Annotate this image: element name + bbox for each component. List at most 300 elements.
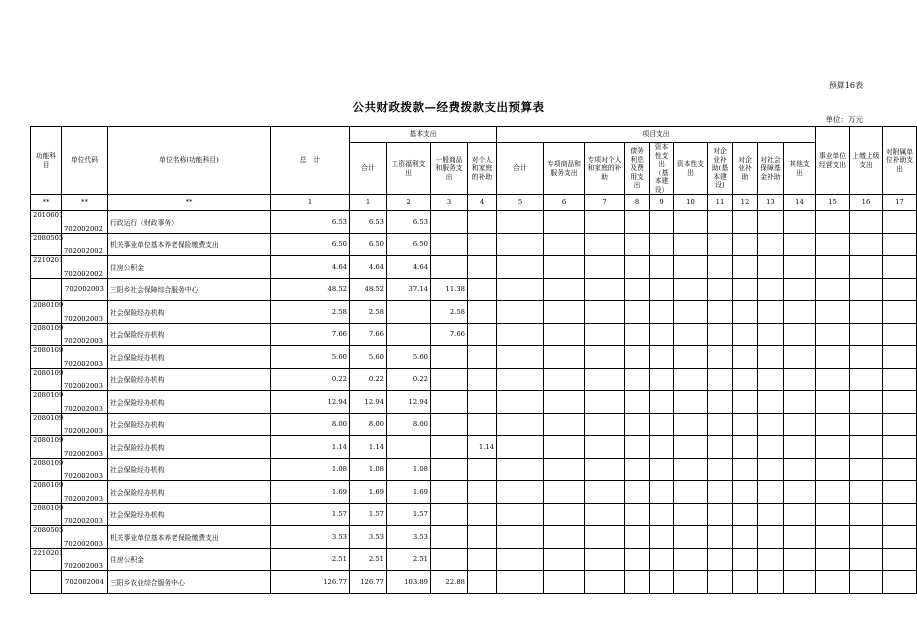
empty-cell <box>674 323 708 346</box>
func-code-cell: 2080505 <box>31 233 62 256</box>
empty-cell <box>816 413 850 436</box>
empty-cell <box>650 548 674 571</box>
basic-total-cell: 1.57 <box>350 503 387 526</box>
basic-total-cell: 8.00 <box>350 413 387 436</box>
table-row <box>31 413 917 436</box>
table-row <box>31 256 917 279</box>
empty-cell <box>650 323 674 346</box>
empty-cell <box>850 548 883 571</box>
total-cell: 5.60 <box>271 346 350 369</box>
empty-cell <box>497 301 544 324</box>
empty-cell <box>850 391 883 414</box>
col-number: 9 <box>650 195 674 211</box>
basic-total-cell: 6.50 <box>350 233 387 256</box>
unit-name-cell: 三阳乡社会保障综合服务中心 <box>108 278 271 301</box>
empty-cell <box>816 571 850 594</box>
empty-cell <box>850 323 883 346</box>
empty-cell <box>816 503 850 526</box>
empty-cell <box>883 211 917 234</box>
empty-cell <box>850 571 883 594</box>
func-code-cell: 2080109 <box>31 391 62 414</box>
empty-cell <box>544 481 585 504</box>
header-project-col: 专项对个人和家庭的补助 <box>585 143 625 195</box>
total-cell: 6.53 <box>271 211 350 234</box>
empty-cell <box>758 301 784 324</box>
table-row <box>31 323 917 346</box>
unit-code-cell: 702002003 <box>62 323 108 346</box>
empty-cell <box>497 211 544 234</box>
empty-cell <box>674 278 708 301</box>
func-code-cell: 2080109 <box>31 323 62 346</box>
basic-total-cell: 12.94 <box>350 391 387 414</box>
unit-code-cell: 702002003 <box>62 278 108 301</box>
empty-cell <box>784 458 816 481</box>
empty-cell <box>816 323 850 346</box>
empty-cell <box>674 481 708 504</box>
empty-cell <box>733 526 758 549</box>
empty-cell <box>758 413 784 436</box>
col-number: 8 <box>625 195 650 211</box>
personal-subsidy-cell <box>468 458 497 481</box>
empty-cell <box>708 346 733 369</box>
empty-cell <box>784 233 816 256</box>
header-project-col: 对企业补助 <box>733 143 758 195</box>
wages-cell <box>387 436 431 459</box>
goods-services-cell: 7.66 <box>431 323 468 346</box>
col-number: 1 <box>350 195 387 211</box>
unit-code-cell: 702002003 <box>62 526 108 549</box>
basic-total-cell: 5.60 <box>350 346 387 369</box>
table-row <box>31 346 917 369</box>
unit-name-cell: 社会保险经办机构 <box>108 368 271 391</box>
empty-cell <box>674 301 708 324</box>
wages-cell: 3.53 <box>387 526 431 549</box>
empty-cell <box>497 233 544 256</box>
header-project-col: 对企业补助(基本建设) <box>708 143 733 195</box>
wages-cell: 1.08 <box>387 458 431 481</box>
empty-cell <box>733 436 758 459</box>
basic-total-cell: 1.69 <box>350 481 387 504</box>
empty-cell <box>497 323 544 346</box>
empty-cell <box>585 323 625 346</box>
empty-cell <box>758 526 784 549</box>
basic-total-cell: 1.08 <box>350 458 387 481</box>
empty-cell <box>625 323 650 346</box>
func-code-cell: 2080505 <box>31 526 62 549</box>
empty-cell <box>650 481 674 504</box>
col-number: 7 <box>585 195 625 211</box>
empty-cell <box>883 526 917 549</box>
empty-cell <box>650 391 674 414</box>
goods-services-cell <box>431 211 468 234</box>
empty-cell <box>883 458 917 481</box>
empty-cell <box>816 391 850 414</box>
empty-cell <box>733 301 758 324</box>
wages-cell: 6.50 <box>387 233 431 256</box>
header-project-col: 专项商品和服务支出 <box>544 143 585 195</box>
personal-subsidy-cell <box>468 571 497 594</box>
wages-cell: 1.57 <box>387 503 431 526</box>
empty-cell <box>758 481 784 504</box>
unit-name-cell: 社会保险经办机构 <box>108 481 271 504</box>
empty-cell <box>758 503 784 526</box>
empty-cell <box>650 346 674 369</box>
personal-subsidy-cell <box>468 346 497 369</box>
unit-code-cell: 702002003 <box>62 481 108 504</box>
empty-cell <box>708 301 733 324</box>
empty-cell <box>816 233 850 256</box>
empty-cell <box>497 436 544 459</box>
empty-cell <box>674 526 708 549</box>
unit-code-cell: 702002003 <box>62 458 108 481</box>
basic-total-cell: 126.77 <box>350 571 387 594</box>
empty-cell <box>625 503 650 526</box>
empty-cell <box>497 346 544 369</box>
total-cell: 1.14 <box>271 436 350 459</box>
empty-cell <box>625 211 650 234</box>
header-tail-2: 上缴上级支出 <box>850 127 883 195</box>
empty-cell <box>816 436 850 459</box>
empty-cell <box>625 368 650 391</box>
empty-cell <box>733 571 758 594</box>
wages-cell: 103.89 <box>387 571 431 594</box>
unit-code-cell: 702002003 <box>62 436 108 459</box>
personal-subsidy-cell <box>468 391 497 414</box>
empty-cell <box>883 256 917 279</box>
unit-code-cell: 702002002 <box>62 233 108 256</box>
col-number: 10 <box>674 195 708 211</box>
empty-cell <box>784 368 816 391</box>
unit-name-cell: 三阳乡农业综合服务中心 <box>108 571 271 594</box>
empty-cell <box>784 413 816 436</box>
empty-cell <box>733 346 758 369</box>
empty-cell <box>497 571 544 594</box>
empty-cell <box>758 548 784 571</box>
unit-code-cell: 702002003 <box>62 548 108 571</box>
personal-subsidy-cell: 1.14 <box>468 436 497 459</box>
col-number: 12 <box>733 195 758 211</box>
func-code-cell: 2080109 <box>31 413 62 436</box>
empty-cell <box>708 413 733 436</box>
personal-subsidy-cell <box>468 323 497 346</box>
header-project-col: 合计 <box>497 143 544 195</box>
empty-cell <box>850 278 883 301</box>
header-func-code: 功能科目 <box>31 127 62 195</box>
empty-cell <box>733 278 758 301</box>
wages-cell: 2.51 <box>387 548 431 571</box>
func-code-cell: 2080109 <box>31 346 62 369</box>
empty-cell <box>733 211 758 234</box>
empty-cell <box>585 458 625 481</box>
table-body <box>31 211 917 594</box>
goods-services-cell <box>431 346 468 369</box>
empty-cell <box>497 368 544 391</box>
empty-cell <box>585 481 625 504</box>
total-cell: 0.22 <box>271 368 350 391</box>
empty-cell <box>758 211 784 234</box>
unit-name-cell: 社会保险经办机构 <box>108 413 271 436</box>
table-row <box>31 503 917 526</box>
header-basic: 基本支出 <box>350 127 497 143</box>
total-cell: 1.57 <box>271 503 350 526</box>
empty-cell <box>758 278 784 301</box>
header-mark: ** <box>62 195 108 211</box>
table-row <box>31 391 917 414</box>
empty-cell <box>883 391 917 414</box>
total-cell: 1.69 <box>271 481 350 504</box>
unit-name-cell: 机关事业单位基本养老保险缴费支出 <box>108 526 271 549</box>
func-code-cell <box>31 278 62 301</box>
basic-total-cell: 0.22 <box>350 368 387 391</box>
empty-cell <box>708 571 733 594</box>
goods-services-cell <box>431 526 468 549</box>
empty-cell <box>816 346 850 369</box>
empty-cell <box>816 548 850 571</box>
empty-cell <box>733 256 758 279</box>
header-tail-3: 对附属单位补助支出 <box>883 127 917 195</box>
wages-cell: 4.64 <box>387 256 431 279</box>
unit-code-cell: 702002003 <box>62 503 108 526</box>
empty-cell <box>883 503 917 526</box>
empty-cell <box>625 346 650 369</box>
empty-cell <box>784 301 816 324</box>
empty-cell <box>816 211 850 234</box>
func-code-cell: 2080109 <box>31 458 62 481</box>
empty-cell <box>733 548 758 571</box>
col-number: 3 <box>431 195 468 211</box>
empty-cell <box>816 278 850 301</box>
goods-services-cell <box>431 548 468 571</box>
header-project: 项目支出 <box>497 127 816 143</box>
empty-cell <box>708 368 733 391</box>
empty-cell <box>544 436 585 459</box>
basic-total-cell: 4.64 <box>350 256 387 279</box>
empty-cell <box>585 211 625 234</box>
empty-cell <box>758 391 784 414</box>
func-code-cell: 2080109 <box>31 368 62 391</box>
empty-cell <box>708 391 733 414</box>
basic-total-cell: 3.53 <box>350 526 387 549</box>
goods-services-cell <box>431 481 468 504</box>
col-number: 13 <box>758 195 784 211</box>
func-code-cell: 2080109 <box>31 481 62 504</box>
empty-cell <box>544 391 585 414</box>
wages-cell <box>387 323 431 346</box>
wages-cell: 37.14 <box>387 278 431 301</box>
table-row <box>31 458 917 481</box>
total-cell: 1.08 <box>271 458 350 481</box>
personal-subsidy-cell <box>468 548 497 571</box>
empty-cell <box>650 571 674 594</box>
unit-name-cell: 社会保险经办机构 <box>108 458 271 481</box>
empty-cell <box>784 526 816 549</box>
header-project-col: 资本性支出 <box>674 143 708 195</box>
header-project-col: 资本性支出（基本建设） <box>650 143 674 195</box>
empty-cell <box>816 481 850 504</box>
empty-cell <box>758 458 784 481</box>
empty-cell <box>625 571 650 594</box>
empty-cell <box>708 211 733 234</box>
empty-cell <box>850 458 883 481</box>
wages-cell: 8.00 <box>387 413 431 436</box>
empty-cell <box>497 548 544 571</box>
empty-cell <box>758 571 784 594</box>
empty-cell <box>708 256 733 279</box>
empty-cell <box>784 503 816 526</box>
empty-cell <box>544 233 585 256</box>
empty-cell <box>850 413 883 436</box>
empty-cell <box>850 346 883 369</box>
unit-code-cell: 702002003 <box>62 368 108 391</box>
empty-cell <box>784 256 816 279</box>
empty-cell <box>625 458 650 481</box>
header-basic-col: 一般商品和服务支出 <box>431 143 468 195</box>
empty-cell <box>585 548 625 571</box>
func-code-cell: 2210201 <box>31 256 62 279</box>
header-unit-name: 单位名称(功能科目) <box>108 127 271 195</box>
empty-cell <box>758 323 784 346</box>
empty-cell <box>585 436 625 459</box>
empty-cell <box>850 211 883 234</box>
empty-cell <box>758 368 784 391</box>
empty-cell <box>544 526 585 549</box>
empty-cell <box>625 278 650 301</box>
empty-cell <box>625 413 650 436</box>
table-row <box>31 548 917 571</box>
unit-name-cell: 社会保险经办机构 <box>108 503 271 526</box>
empty-cell <box>850 301 883 324</box>
total-cell: 126.77 <box>271 571 350 594</box>
func-code-cell: 2080109 <box>31 301 62 324</box>
total-cell: 3.53 <box>271 526 350 549</box>
wages-cell: 0.22 <box>387 368 431 391</box>
goods-services-cell <box>431 458 468 481</box>
empty-cell <box>674 503 708 526</box>
col-number: 1 <box>271 195 350 211</box>
func-code-cell: 2080109 <box>31 436 62 459</box>
empty-cell <box>544 301 585 324</box>
unit-code-cell: 702002003 <box>62 346 108 369</box>
empty-cell <box>784 548 816 571</box>
empty-cell <box>674 233 708 256</box>
func-code-cell: 2210201 <box>31 548 62 571</box>
empty-cell <box>625 481 650 504</box>
unit-name-cell: 住房公积金 <box>108 548 271 571</box>
goods-services-cell <box>431 233 468 256</box>
personal-subsidy-cell <box>468 256 497 279</box>
empty-cell <box>497 391 544 414</box>
empty-cell <box>883 413 917 436</box>
total-cell: 4.64 <box>271 256 350 279</box>
empty-cell <box>816 526 850 549</box>
personal-subsidy-cell <box>468 503 497 526</box>
header-total: 总 计 <box>271 127 350 195</box>
empty-cell <box>544 548 585 571</box>
wages-cell: 6.53 <box>387 211 431 234</box>
personal-subsidy-cell <box>468 368 497 391</box>
empty-cell <box>883 233 917 256</box>
table-row <box>31 233 917 256</box>
empty-cell <box>650 278 674 301</box>
header-mark: ** <box>108 195 271 211</box>
empty-cell <box>544 211 585 234</box>
col-number: 4 <box>468 195 497 211</box>
empty-cell <box>816 301 850 324</box>
col-number: 6 <box>544 195 585 211</box>
goods-services-cell: 2.58 <box>431 301 468 324</box>
wages-cell: 1.69 <box>387 481 431 504</box>
empty-cell <box>758 346 784 369</box>
total-cell: 7.66 <box>271 323 350 346</box>
col-number: 2 <box>387 195 431 211</box>
empty-cell <box>784 278 816 301</box>
empty-cell <box>674 368 708 391</box>
empty-cell <box>784 571 816 594</box>
empty-cell <box>585 301 625 324</box>
empty-cell <box>650 436 674 459</box>
empty-cell <box>674 436 708 459</box>
header-project-col: 其他支出 <box>784 143 816 195</box>
table-row <box>31 526 917 549</box>
empty-cell <box>544 368 585 391</box>
unit-label: 单位：万元 <box>825 115 863 124</box>
empty-cell <box>784 436 816 459</box>
empty-cell <box>733 481 758 504</box>
form-number: 预算16表 <box>828 81 863 90</box>
empty-cell <box>850 526 883 549</box>
empty-cell <box>497 278 544 301</box>
empty-cell <box>708 503 733 526</box>
empty-cell <box>850 368 883 391</box>
col-number: 15 <box>816 195 850 211</box>
empty-cell <box>733 323 758 346</box>
empty-cell <box>650 458 674 481</box>
goods-services-cell <box>431 503 468 526</box>
empty-cell <box>544 458 585 481</box>
empty-cell <box>544 503 585 526</box>
unit-code-cell: 702002003 <box>62 301 108 324</box>
unit-name-cell: 社会保险经办机构 <box>108 301 271 324</box>
col-number: 16 <box>850 195 883 211</box>
empty-cell <box>544 346 585 369</box>
unit-name-cell: 住房公积金 <box>108 256 271 279</box>
empty-cell <box>733 368 758 391</box>
empty-cell <box>816 256 850 279</box>
total-cell: 6.50 <box>271 233 350 256</box>
empty-cell <box>625 526 650 549</box>
unit-name-cell: 社会保险经办机构 <box>108 323 271 346</box>
empty-cell <box>850 481 883 504</box>
unit-name-cell: 机关事业单位基本养老保险缴费支出 <box>108 233 271 256</box>
empty-cell <box>708 278 733 301</box>
personal-subsidy-cell <box>468 278 497 301</box>
empty-cell <box>733 391 758 414</box>
basic-total-cell: 7.66 <box>350 323 387 346</box>
header-project-col: 债务利息及费用支出 <box>625 143 650 195</box>
unit-code-cell: 702002003 <box>62 391 108 414</box>
personal-subsidy-cell <box>468 233 497 256</box>
table-row <box>31 571 917 594</box>
empty-cell <box>650 368 674 391</box>
total-cell: 8.00 <box>271 413 350 436</box>
empty-cell <box>708 233 733 256</box>
unit-code-cell: 702002002 <box>62 256 108 279</box>
goods-services-cell: 11.38 <box>431 278 468 301</box>
empty-cell <box>497 413 544 436</box>
func-code-cell <box>31 571 62 594</box>
empty-cell <box>850 256 883 279</box>
empty-cell <box>650 503 674 526</box>
